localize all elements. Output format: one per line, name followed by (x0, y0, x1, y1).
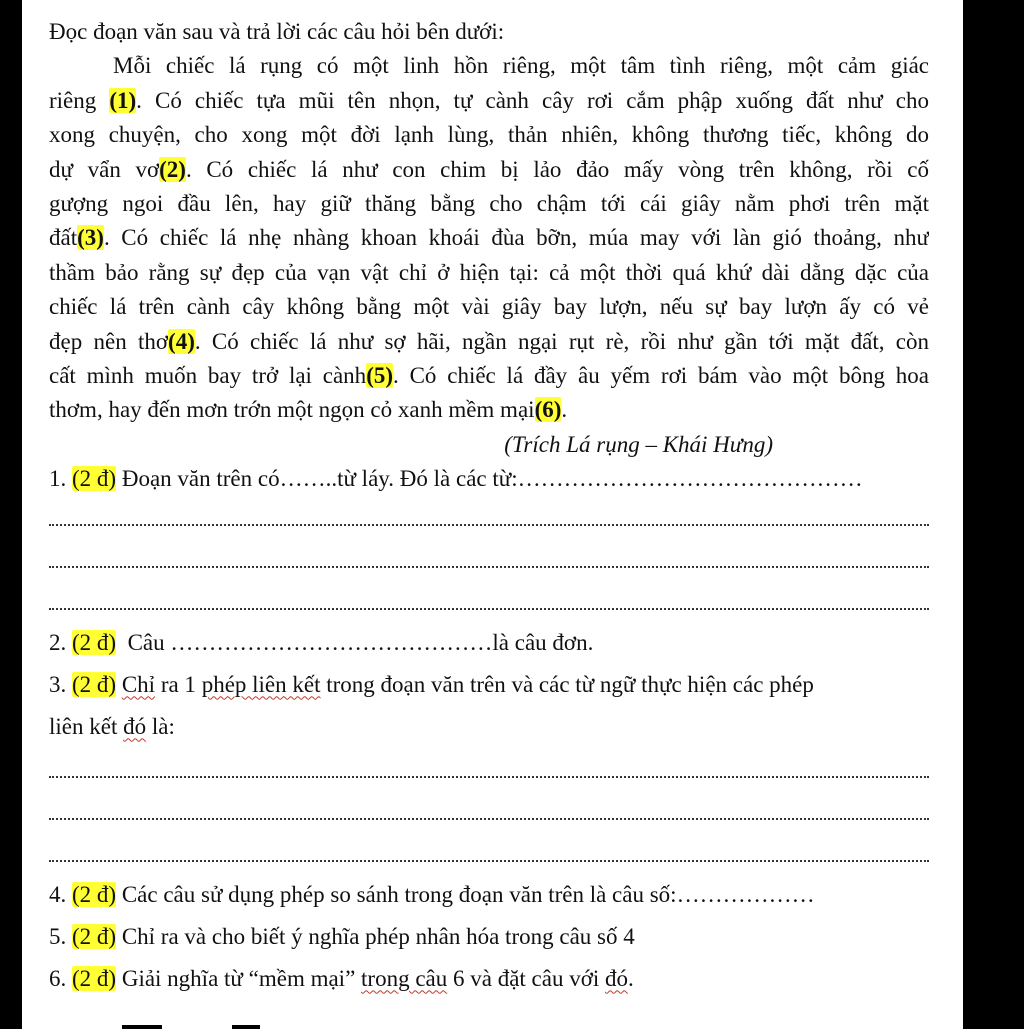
passage-text: . Có chiếc lá đầy âu yếm rơi bám vào một bông hoa (393, 362, 929, 388)
question-text: là: (146, 714, 175, 740)
answer-line[interactable] (49, 790, 929, 832)
instruction: Đọc đoạn văn sau và trả lời các câu hỏi bên dưới: (49, 19, 505, 44)
question-text: là câu đơn. (492, 630, 594, 656)
document-page (22, 0, 963, 1029)
passage-line (49, 393, 929, 427)
marker-6: (6) (534, 397, 562, 423)
passage-line (49, 221, 929, 255)
answer-line[interactable] (49, 832, 929, 874)
marker-3: (3) (77, 225, 104, 251)
passage-line (49, 49, 929, 83)
passage-text: . Có chiếc tựa mũi tên nhọn, tự cành cây rơi cắm phập xuống đất như cho (136, 87, 929, 113)
spellcheck-word: phép liên kết (201, 672, 321, 698)
passage-text: gượng ngoi đầu lên, hay giữ thăng bằng cho chậm tới cái giây nằm phơi trên mặt (49, 190, 929, 216)
question-6 (49, 958, 929, 1000)
answer-line[interactable] (49, 538, 929, 580)
document-content (49, 15, 929, 1000)
question-text: từ láy. Đó là các từ: (337, 466, 518, 492)
spellcheck-word: đó (605, 966, 629, 992)
question-text: Giải nghĩa từ “mềm mại” (116, 966, 362, 992)
passage-text: đất (49, 225, 78, 251)
passage-line (49, 187, 929, 221)
instruction-line (49, 15, 929, 49)
question-text: trong đoạn văn trên và các từ ngữ thực hiện các phép (320, 672, 814, 698)
cropped-text-fragment (122, 1025, 722, 1029)
points-badge: (2 đ) (72, 630, 117, 656)
question-number: 5. (49, 924, 72, 950)
passage-text: thầm bảo rằng sự đẹp của vạn vật chỉ ở hiện tại: cả một thời quá khứ dài dằng dặc của (49, 259, 929, 285)
question-text: Câu (116, 630, 171, 656)
question-3-continued (49, 706, 929, 748)
question-number: 2. (49, 630, 72, 656)
question-text: 6 và đặt câu với (447, 966, 606, 992)
question-3 (49, 664, 929, 706)
question-number: 4. (49, 882, 72, 908)
answer-blank[interactable]: …………………………………… (170, 630, 493, 656)
passage-text: cất mình muốn bay trở lại cành (49, 362, 367, 388)
marker-4: (4) (168, 328, 195, 354)
question-text: Đoạn văn trên có (116, 466, 280, 492)
source-citation: (Trích Lá rụng – Khái Hưng) (504, 431, 773, 457)
answer-blank[interactable]: ……………………………………… (517, 466, 863, 492)
points-badge: (2 đ) (72, 882, 117, 908)
answer-blank[interactable]: …….. (279, 466, 338, 492)
passage-line (49, 256, 929, 290)
points-badge: (2 đ) (72, 924, 117, 950)
passage-line (49, 325, 929, 359)
question-text: ra 1 (155, 672, 202, 698)
passage (49, 49, 929, 427)
question-text: Các câu sử dụng phép so sánh trong đoạn văn trên là câu số: (116, 882, 677, 908)
passage-text: . Có chiếc lá như sợ hãi, ngần ngại rụt rè, rồi như gần tới mặt đất, còn (194, 328, 929, 354)
passage-line (49, 153, 929, 187)
question-number: 6. (49, 966, 72, 992)
spellcheck-word: đó (123, 714, 147, 740)
passage-line (49, 118, 929, 152)
passage-line (49, 84, 929, 118)
points-badge: (2 đ) (72, 466, 117, 492)
answer-blank[interactable]: ……………… (676, 882, 815, 908)
question-text: liên kết (49, 714, 124, 740)
question-5 (49, 916, 929, 958)
marker-2: (2) (159, 156, 186, 182)
passage-text: . Có chiếc lá nhẹ nhàng khoan khoái đùa bỡn, múa may với làn gió thoảng, như (103, 225, 929, 251)
answer-line[interactable] (49, 496, 929, 538)
passage-line (49, 290, 929, 324)
question-text: Chỉ ra và cho biết ý nghĩa phép nhân hóa trong câu số 4 (116, 924, 635, 950)
question-number: 1. (49, 466, 72, 492)
marker-1: (1) (109, 87, 137, 113)
answer-line[interactable] (49, 748, 929, 790)
spellcheck-word: Chỉ (121, 672, 156, 698)
question-4 (49, 874, 929, 916)
marker-5: (5) (366, 362, 394, 388)
answer-line[interactable] (49, 580, 929, 622)
passage-text: . (561, 397, 568, 423)
spellcheck-word: trong câu (361, 966, 448, 992)
passage-text: đẹp nên thơ (49, 328, 169, 354)
question-2 (49, 622, 929, 664)
passage-text: chiếc lá trên cành cây không bằng một vài giây bay lượn, nếu sự bay lượn ấy có vẻ (49, 294, 929, 320)
points-badge: (2 đ) (72, 672, 117, 698)
passage-text: xong chuyện, cho xong một đời lạnh lùng, thản nhiên, không thương tiếc, không do (49, 122, 929, 148)
passage-text: Mỗi chiếc lá rụng có một linh hồn riêng, một tâm tình riêng, một cảm giác (113, 53, 929, 79)
question-number: 3. (49, 672, 72, 698)
passage-line (49, 359, 929, 393)
points-badge: (2 đ) (72, 966, 117, 992)
question-text: . (628, 966, 634, 992)
passage-text: thơm, hay đến mơn trớn một ngọn cỏ xanh mềm mại (49, 397, 535, 423)
passage-text: riêng (49, 87, 110, 113)
passage-text: dự vẩn vơ (49, 156, 160, 182)
passage-text: . Có chiếc lá như con chim bị lảo đảo mấy vòng trên không, rồi cố (185, 156, 929, 182)
question-1 (49, 462, 929, 496)
